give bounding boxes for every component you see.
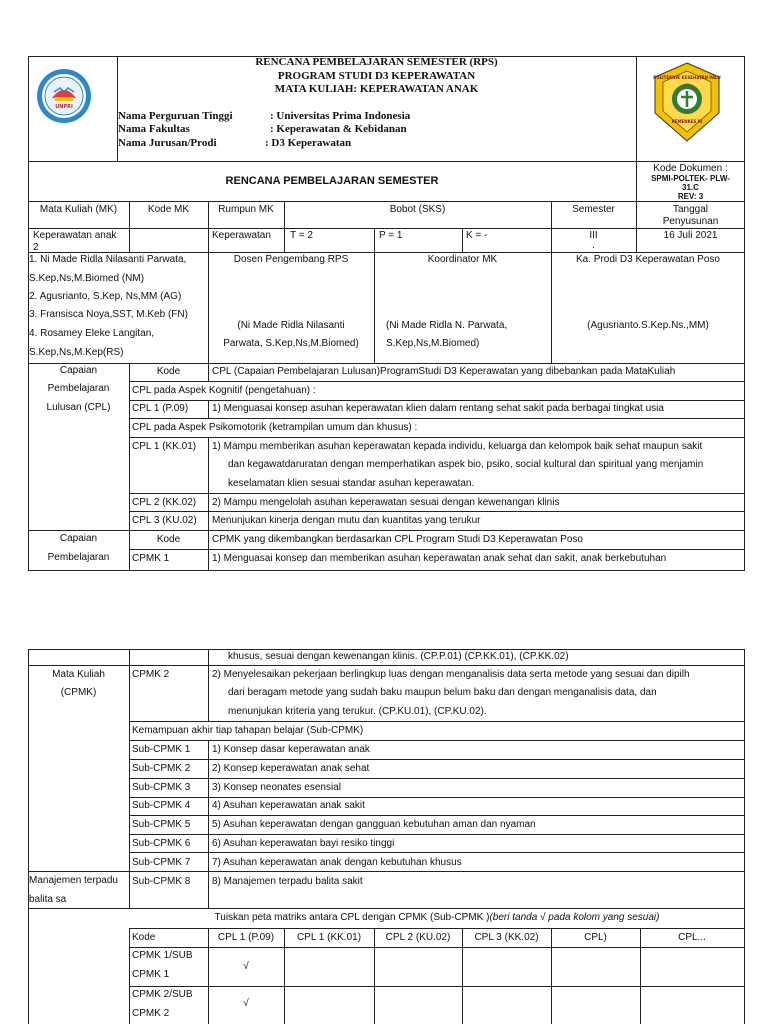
info-value-fakultas: : Keperawatan & Kebidanan — [270, 123, 407, 135]
subcpmk-4-code: Sub-CPMK 4 — [132, 800, 191, 811]
cpmk-kode-header: Kode — [156, 534, 181, 545]
info-label-fakultas: Nama Fakultas — [118, 123, 190, 135]
doc-code-line-1: SPMI-POLTEK- PLW- — [651, 174, 730, 183]
dosen-name-1: (Ni Made Ridla Nilasanti — [237, 320, 345, 331]
subcpmk-6-text: 6) Asuhan keperawatan bayi resiko tinggi — [212, 838, 395, 849]
course-semester-dot: . — [592, 240, 595, 251]
team-member-2: 2. Agusrianto, S.Kep, Ns,MM (AG) — [29, 291, 182, 302]
cpl-1-kk01-line-2: dan kegawatdaruratan dengan memperhatikan aspek bio, psiko, social kultural dan spiritual yang menjamin — [228, 459, 704, 470]
rps-title: RENCANA PEMBELAJARAN SEMESTER — [225, 175, 439, 187]
matrix-instruction-note: (beri tanda √ pada kolom yang sesuai) — [489, 912, 660, 923]
cpl-2-kk02-code: CPL 2 (KK.02) — [132, 497, 197, 508]
poltekkes-logo-icon — [651, 61, 723, 143]
subcpmk-7-text: 7) Asuhan keperawatan anak dengan kebutuhan khusus — [212, 857, 462, 868]
course-date: 16 Juli 2021 — [663, 230, 718, 241]
cpmk-header: CPMK yang dikembangkan berdasarkan CPL Program Studi D3 Keperawatan Poso — [212, 534, 583, 545]
matrix-col-cpl1-kk01: CPL 1 (KK.01) — [296, 932, 362, 943]
doc-code-line-3: REV: 3 — [677, 192, 704, 201]
subcpmk-side-label-1: Manajemen terpadu — [29, 875, 118, 886]
course-name-1: Keperawatan anak — [33, 230, 117, 241]
cpl-label-2: Pembelajaran — [47, 383, 110, 394]
subcpmk-8-text: 8) Manajemen terpadu balita sakit — [212, 876, 363, 887]
subcpmk-5-code: Sub-CPMK 5 — [132, 819, 191, 830]
subcpmk-6-code: Sub-CPMK 6 — [132, 838, 191, 849]
matrix-instruction-text: Tuiskan peta matriks antara CPL dengan CPMK (Sub-CPMK ) — [214, 912, 490, 923]
cpmk-1-text: 1) Menguasai konsep dan memberikan asuhan keperawatan anak sehat dan sakit, anak berkebutuhan — [212, 553, 667, 564]
subcpmk-2-code: Sub-CPMK 2 — [132, 763, 191, 774]
col-semester: Semester — [572, 204, 615, 215]
matrix-col-cpl3-kk02: CPL 3 (KK.02) — [474, 932, 539, 943]
col-tanggal-2: Penyusunan — [662, 216, 719, 227]
matrix-row-2-code-1: CPMK 2/SUB — [132, 989, 193, 1000]
matrix-row-1-code-1: CPMK 1/SUB — [132, 950, 193, 961]
subcpmk-3-text: 3) Konsep neonates esensial — [212, 782, 341, 793]
subcpmk-2-text: 2) Konsep keperawatan anak sehat — [212, 763, 370, 774]
subcpmk-1-code: Sub-CPMK 1 — [132, 744, 191, 755]
dosen-name-2: Parwata, S.Kep,Ns,M.Biomed) — [223, 338, 359, 349]
info-label-pt: Nama Perguruan Tinggi — [118, 110, 233, 122]
university-logo-text: UNPRI — [55, 104, 73, 110]
team-member-1a: 1. Ni Made Ridla Nilasanti Parwata, — [29, 254, 187, 265]
subcpmk-5-text: 5) Asuhan keperawatan dengan gangguan kebutuhan aman dan nyaman — [212, 819, 536, 830]
cpl-aspek-kognitif: CPL pada Aspek Kognitif (pengetahuan) : — [132, 385, 316, 396]
document-title-line-1: RENCANA PEMBELAJARAN SEMESTER (RPS) — [255, 56, 498, 68]
cpmk-label-2: Pembelajaran — [47, 552, 110, 563]
info-label-prodi: Nama Jurusan/Prodi — [118, 137, 217, 149]
col-rumpun-mk: Rumpun MK — [218, 204, 274, 215]
koordinator-name-2: S.Kep,Ns,M.Biomed) — [386, 338, 480, 349]
cpl-1-kk01-line-3: keselamatan klien sesuai standar asuhan keperawatan. — [228, 478, 475, 489]
cpl-1-p09-text: 1) Menguasai konsep asuhan keperawatan klien dalam rentang sehat sakit pada berbagai tingkat usia — [212, 403, 664, 414]
team-member-4b: S.Kep,Ns,M.Kep(RS) — [29, 347, 124, 358]
cpmk-1-code: CPMK 1 — [132, 553, 170, 564]
cpmk-1-text-continued: khusus, sesuai dengan kewenangan klinis. (CP.P.01) (CP.KK.01), (CP.KK.02) — [228, 651, 569, 662]
course-t: T = 2 — [290, 230, 313, 241]
matrix-instruction — [129, 911, 745, 924]
col-bobot: Bobot (SKS) — [389, 204, 446, 215]
koordinator-name-1: (Ni Made Ridla N. Parwata, — [386, 320, 508, 331]
kaprodi-label: Ka. Prodi D3 Keperawatan Poso — [576, 254, 720, 265]
cpmk-label-4: (CPMK) — [60, 687, 97, 698]
cpl-kode-header: Kode — [156, 366, 181, 377]
doc-code-label: Kode Dokumen : — [653, 163, 728, 174]
cpmk-2-line-1: 2) Menyelesaikan pekerjaan berlingkup luas dengan menganalisis data serta metode yang sesuai dan dipilh — [212, 669, 690, 680]
matrix-col-kode: Kode — [132, 932, 156, 943]
course-k: K = - — [466, 230, 488, 241]
course-name-2: 2 — [33, 242, 39, 253]
col-mata-kuliah: Mata Kuliah (MK) — [39, 204, 118, 215]
matrix-col-cpl-more: CPL... — [678, 932, 706, 943]
course-p: P = 1 — [379, 230, 403, 241]
matrix-row-1-code-2: CPMK 1 — [132, 969, 170, 980]
university-logo-icon — [36, 68, 92, 124]
poltekkes-logo-text-bottom: KEMENKES RI — [671, 119, 703, 124]
matrix-row-1-check: √ — [243, 961, 249, 972]
dosen-label: Dosen Pengembang RPS — [233, 254, 349, 265]
cpl-3-ku02-text: Menunjukan kinerja dengan mutu dan kuantitas yang terukur — [212, 515, 481, 526]
cpmk-2-line-2: dari beragam metode yang sudah baku maupun belum baku dan dengan menganalisis data, dan — [228, 687, 657, 698]
cpl-3-ku02-code: CPL 3 (KU.02) — [132, 515, 197, 526]
cpl-aspek-psikomotorik: CPL pada Aspek Psikomotorik (ketrampilan umum dan khusus) : — [132, 422, 418, 433]
cpl-header: CPL (Capaian Pembelajaran Lulusan)ProgramStudi D3 Keperawatan yang dibebankan pada MataKuliah — [212, 366, 676, 377]
subcpmk-1-text: 1) Konsep dasar keperawatan anak — [212, 744, 370, 755]
doc-code-line-2: 31.C — [682, 183, 699, 192]
cpl-2-kk02-text: 2) Mampu mengelolah asuhan keperawatan sesuai dengan kewenangan klinis — [212, 497, 560, 508]
subcpmk-3-code: Sub-CPMK 3 — [132, 782, 191, 793]
col-tanggal-1: Tanggal — [672, 204, 709, 215]
document-title-line-2: PROGRAM STUDI D3 KEPERAWATAN — [277, 70, 476, 82]
document-title-line-3: MATA KULIAH: KEPERAWATAN ANAK — [274, 83, 479, 95]
subcpmk-8-code: Sub-CPMK 8 — [132, 876, 191, 887]
subcpmk-header: Kemampuan akhir tiap tahapan belajar (Sub-CPMK) — [132, 725, 364, 736]
course-semester: III — [589, 230, 598, 241]
matrix-row-2-check: √ — [243, 998, 249, 1009]
cpmk-2-code: CPMK 2 — [132, 669, 170, 680]
matrix-col-cpl1-p09: CPL 1 (P.09) — [217, 932, 275, 943]
cpl-1-kk01-code: CPL 1 (KK.01) — [132, 441, 197, 452]
team-member-4a: 4. Rosamey Eleke Langitan, — [29, 328, 155, 339]
course-rumpun: Keperawatan — [212, 230, 271, 241]
cpmk-label-1: Capaian — [59, 533, 98, 544]
cpmk-2-line-3: menunjukan kriteria yang terukur. (CP.KU.01), (CP.KU.02). — [228, 706, 487, 717]
team-member-3: 3. Fransisca Noya,SST, M.Keb (FN) — [29, 309, 188, 320]
cpl-label-3: Lulusan (CPL) — [46, 402, 111, 413]
matrix-row-2-code-2: CPMK 2 — [132, 1008, 170, 1019]
info-value-pt: : Universitas Prima Indonesia — [270, 110, 411, 122]
team-member-1b: S.Kep,Ns,M.Biomed (NM) — [29, 273, 145, 284]
info-value-prodi: : D3 Keperawatan — [265, 137, 352, 149]
poltekkes-logo-text-top: POLITEKNIK KESEHATAN PALU — [653, 75, 721, 80]
cpmk-label-3: Mata Kuliah — [52, 669, 105, 680]
col-kode-mk: Kode MK — [147, 204, 190, 215]
koordinator-label: Koordinator MK — [427, 254, 498, 265]
subcpmk-7-code: Sub-CPMK 7 — [132, 857, 191, 868]
subcpmk-side-label-2: balita sa — [29, 894, 67, 905]
cpl-1-p09-code: CPL 1 (P.09) — [132, 403, 189, 414]
matrix-col-cpl2-ku02: CPL 2 (KU.02) — [385, 932, 451, 943]
subcpmk-4-text: 4) Asuhan keperawatan anak sakit — [212, 800, 365, 811]
cpl-1-kk01-line-1: 1) Mampu memberikan asuhan keperawatan kepada individu, keluarga dan kelompok baik sehat maupun sakit — [212, 441, 703, 452]
matrix-col-cpl: CPL) — [584, 932, 607, 943]
cpl-label-1: Capaian — [59, 365, 98, 376]
kaprodi-name: (Agusrianto.S.Kep.Ns.,MM) — [587, 320, 709, 331]
